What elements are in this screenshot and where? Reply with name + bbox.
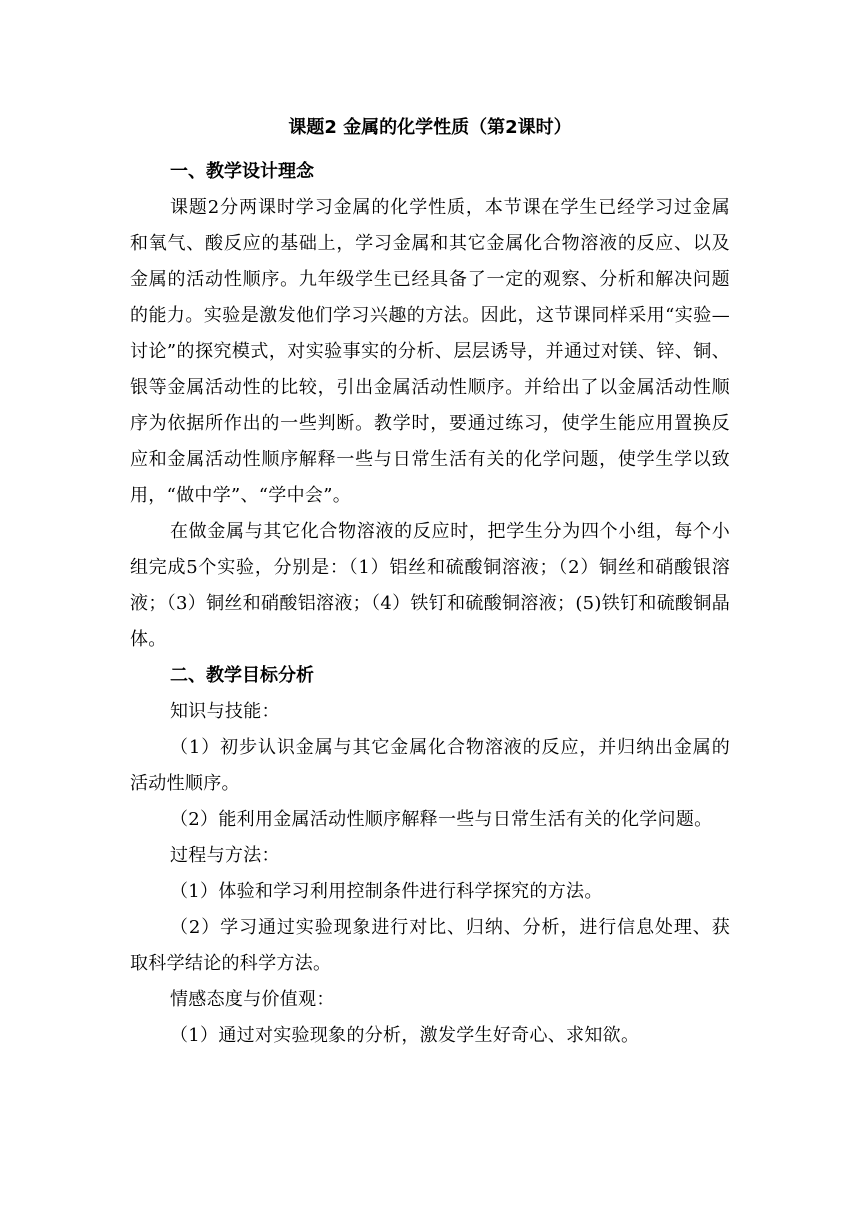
label-knowledge-skills: 知识与技能： — [170, 701, 280, 722]
label-process-methods: 过程与方法： — [170, 845, 280, 866]
list-item: （1）通过对实验现象的分析，激发学生好奇心、求知欲。 — [170, 1025, 640, 1046]
list-item: （2）能利用金属活动性顺序解释一些与日常生活有关的化学问题。 — [170, 809, 713, 830]
section-heading-design-concept: 一、教学设计理念 — [170, 161, 314, 182]
paragraph-group-experiments: 在做金属与其它化合物溶液的反应时，把学生分为四个小组，每个小组完成5个实验，分别是：（1）铝丝和硫酸铜溶液；（2）铜丝和硝酸银溶液；（3）铜丝和硝酸铝溶液；（4）铁钉和硫酸铜溶液；(5)铁钉和硫酸铜晶体。 — [130, 521, 730, 650]
list-item: （1）体验和学习利用控制条件进行科学探究的方法。 — [170, 881, 603, 902]
document-page — [130, 112, 730, 1054]
list-item: （2）学习通过实验现象进行对比、归纳、分析，进行信息处理、获取科学结论的科学方法。 — [130, 917, 730, 974]
section-heading-objectives: 二、教学目标分析 — [170, 665, 314, 686]
list-item: （1）初步认识金属与其它金属化合物溶液的反应，并归纳出金属的活动性顺序。 — [130, 737, 730, 794]
paragraph-design-concept: 课题2分两课时学习金属的化学性质，本节课在学生已经学习过金属和氧气、酸反应的基础上，学习金属和其它金属化合物溶液的反应、以及金属的活动性顺序。九年级学生已经具备了一定的观察、分析和解决问题的能力。实验是激发他们学习兴趣的方法。因此，这节课同样采用“实验—讨论”的探究模式，对实验事实的分析、层层诱导，并通过对镁、锌、铜、银等金属活动性的比较，引出金属活动性顺序。并给出了以金属活动性顺序为依据所作出的一些判断。教学时，要通过练习，使学生能应用置换反应和金属活动性顺序解释一些与日常生活有关的化学问题，使学生学以致用，“做中学”、“学中会”。 — [130, 197, 730, 506]
label-attitude-values: 情感态度与价值观： — [170, 989, 335, 1010]
document-title: 课题2 金属的化学性质（第2课时） — [288, 117, 572, 138]
